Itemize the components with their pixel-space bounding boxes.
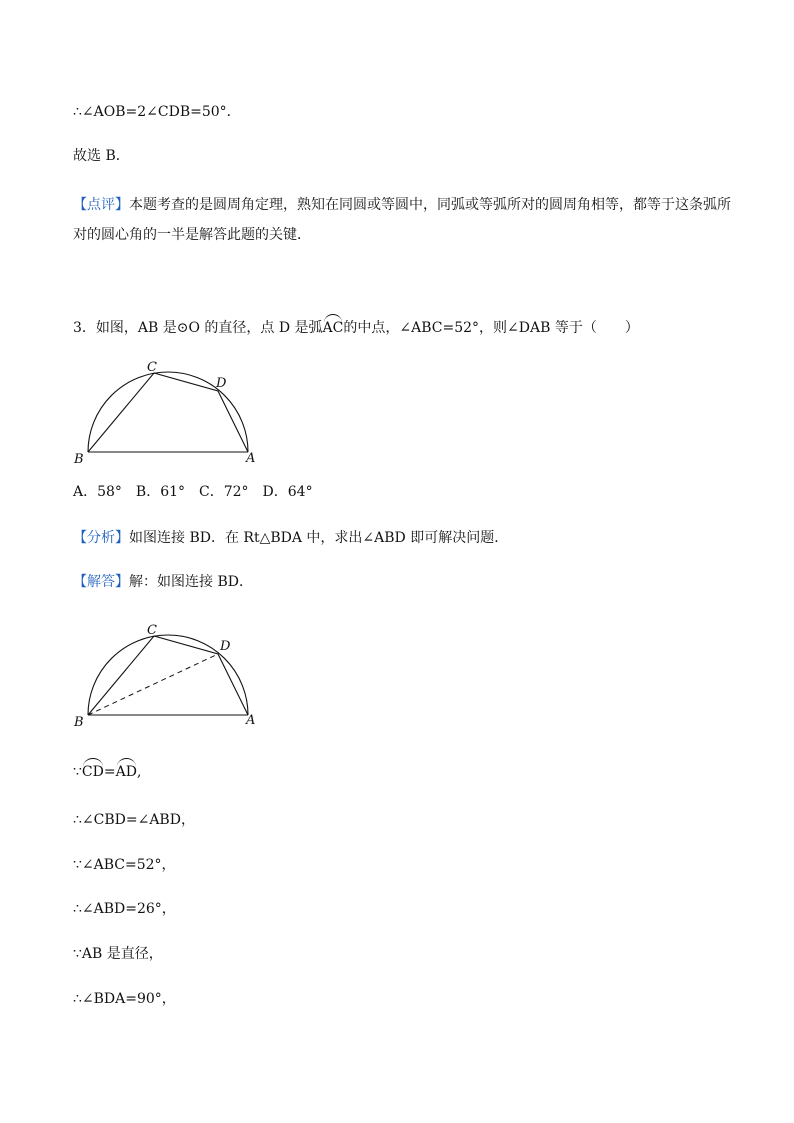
analysis-tag: 【分析】 [73, 530, 129, 546]
label-c: C [147, 623, 157, 638]
question-prefix: 3．如图，AB 是⊙O 的直径，点 D 是弧 [73, 320, 323, 336]
step-1-equals: = [103, 764, 116, 780]
figure-2 [70, 618, 270, 728]
label-d: D [220, 639, 231, 654]
text-line-2: 故选 B． [73, 148, 130, 164]
question-3 [73, 318, 639, 338]
comment-text: 本题考查的是圆周角定理，熟知在同圆或等圆中，同弧或等弧所对的圆周角相等，都等于这条弧所对的圆心角的一半是解答此题的关键． [73, 197, 731, 243]
comment-tag: 【点评】 [73, 197, 129, 213]
label-a: A [246, 713, 256, 728]
step-2: ∴∠CBD=∠ABD， [73, 812, 195, 828]
arc-ad: AD [115, 764, 137, 780]
analysis-line [73, 528, 508, 548]
step-4: ∴∠ABD=26°， [73, 901, 176, 917]
step-1 [73, 762, 141, 782]
figure-1 [70, 355, 270, 465]
step-5: ∵AB 是直径， [73, 946, 163, 962]
label-b: B [74, 452, 84, 465]
label-b: B [74, 715, 84, 728]
label-c: C [147, 360, 157, 375]
text-line-1: ∴∠AOB=2∠CDB=50°． [73, 104, 241, 120]
comment-paragraph [73, 190, 733, 250]
step-6: ∴∠BDA=90°， [73, 991, 176, 1007]
arc-cd: CD [81, 764, 104, 780]
arc-ac: AC [322, 320, 344, 336]
solution-tag: 【解答】 [73, 574, 129, 590]
label-a: A [246, 451, 256, 465]
step-1-prefix: ∵ [73, 764, 82, 780]
options-line: A．58° B．61° C．72° D．64° [73, 484, 313, 500]
solution-line [73, 572, 253, 592]
analysis-text: 如图连接 BD．在 Rt△BDA 中，求出∠ABD 即可解决问题． [129, 530, 509, 546]
solution-text: 解：如图连接 BD． [129, 574, 253, 590]
step-3: ∵∠ABC=52°， [73, 857, 176, 873]
question-suffix: 的中点，∠ABC=52°，则∠DAB 等于（ ） [343, 320, 639, 336]
label-d: D [216, 376, 227, 391]
step-1-suffix: , [136, 764, 142, 780]
